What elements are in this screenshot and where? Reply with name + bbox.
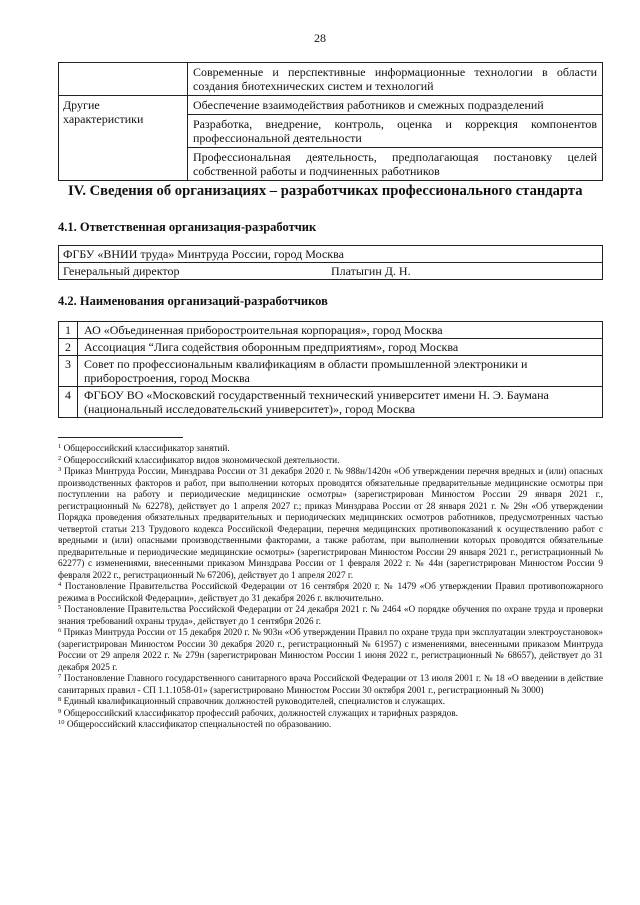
developer-name: АО «Объединенная приборостроительная корпорация», город Москва <box>78 322 603 339</box>
footnote-marker: 1 <box>58 443 62 450</box>
row-number: 1 <box>59 322 78 339</box>
footnote <box>58 697 603 709</box>
footnote-marker: 7 <box>58 673 62 680</box>
table-row <box>59 339 603 356</box>
footnote <box>58 582 603 605</box>
row-number: 4 <box>59 387 78 418</box>
footnote-text: Постановление Правительства Российской Федерации от 24 декабря 2021 г. № 2464 «О порядке обучения по охране труда и проверки знания требований охраны труда», действует до 1 сентября 2026 г. <box>58 605 603 627</box>
characteristic-item: Современные и перспективные информационные технологии в области создания биотехнических систем и технологий <box>188 63 603 96</box>
responsible-org-table <box>58 245 603 280</box>
footnote-separator <box>58 437 183 438</box>
signatory-name: Платыгин Д. Н. <box>331 264 411 278</box>
footnote-text: Единый квалификационный справочник должностей руководителей, специалистов и служащих. <box>63 697 446 707</box>
footnote-marker: 3 <box>58 466 62 473</box>
developers-table <box>58 321 603 418</box>
footnote-text: Постановление Правительства Российской Федерации от 16 сентября 2020 г. № 1479 «Об утверждении Правил противопожарного режима в Российской Федерации», действует до 31 декабря 2026 г. включительно. <box>58 582 603 604</box>
footnote-text: Постановление Главного государственного санитарного врача Российской Федерации от 13 июля 2001 г. № 18 «О введении в действие санитарных правил - СП 1.1.1058-01» (зарегистрировано Минюстом России 30 октября 2001 г., регистрационный № 3000) <box>58 674 603 696</box>
responsible-org-heading: 4.1. Ответственная организация-разработчик <box>58 220 317 234</box>
other-characteristics-table <box>58 62 603 181</box>
developer-name: Ассоциация “Лига содействия оборонным предприятиям», город Москва <box>78 339 603 356</box>
characteristic-item: Профессиональная деятельность, предполагающая постановку целей собственной работы и подчиненных работников <box>188 148 603 181</box>
footnote-text: Общероссийский классификатор видов экономической деятельности. <box>63 455 340 466</box>
footnote-marker: 9 <box>58 707 62 715</box>
footnote-marker: 2 <box>58 454 62 462</box>
footnote <box>58 674 603 697</box>
footnote-marker: 8 <box>58 696 62 703</box>
developer-name: ФГБОУ ВО «Московский государственный технический университет имени Н. Э. Баумана (национальный исследовательский университет)», город Москва <box>78 387 603 418</box>
page-number: 28 <box>314 31 326 45</box>
developer-name: Совет по профессиональным квалификациям в области промышленной электроники и приборостроения, город Москва <box>78 356 603 387</box>
footnote <box>58 628 603 674</box>
row-number: 3 <box>59 356 78 387</box>
characteristic-item: Обеспечение взаимодействия работников и смежных подразделений <box>188 96 603 115</box>
footnote <box>58 605 603 628</box>
footnote-text: Общероссийский классификатор занятий. <box>63 444 230 454</box>
footnote-marker: 4 <box>58 581 62 588</box>
footnote-marker: 6 <box>58 627 62 634</box>
table-row <box>59 356 603 387</box>
footnote-text: Общероссийский классификатор специальностей по образованию. <box>66 720 332 730</box>
footnote-marker: 10 <box>58 719 65 726</box>
table-row <box>59 387 603 418</box>
footnote <box>58 709 603 721</box>
footnote <box>58 720 603 732</box>
section-title: IV. Сведения об организациях – разработчиках профессионального стандарта <box>68 183 583 199</box>
developers-heading: 4.2. Наименования организаций-разработчиков <box>58 294 328 308</box>
responsible-org-name: ФГБУ «ВНИИ труда» Минтруда России, город Москва <box>59 246 603 263</box>
footnote <box>58 444 603 456</box>
table-row <box>59 322 603 339</box>
row-number: 2 <box>59 339 78 356</box>
footnotes <box>58 444 603 732</box>
responsible-signatory-row <box>59 263 603 280</box>
footnote-text: Приказ Минтруда России, Минздрава России от 31 декабря 2020 г. № 988н/1420н «Об утверждении перечня вредных и (или) опасных производственных факторов и работ, при выполнении которых проводятся обязательные предварительные медицинские осмотры при поступлении на работу и периодические медицинские осмотры» (зарегистрирован Минюстом России 29 января 2021 г., регистрационный № 62278), действует до 1 апреля 2027 г.; приказ Минздрава России от 28 января 2021 г. № 29н «Об утверждении Порядка проведения обязательных предварительных и периодических медицинских осмотров работников, предусмотренных частью четвертой статьи 213 Трудового кодекса Российской Федерации, перечня медицинских противопоказаний к осуществлению работ с вредными и (или) опасными производственными факторами, а также работам, при выполнении которых проводятся обязательные предварительные и периодические медицинские осмотры» (зарегистрирован Минюстом России 29 января 2021 г., регистрационный № 62277) с изменениями, внесенными приказом Минздрава России от 1 февраля 2022 г. № 44н (зарегистрирован Минюстом России 9 февраля 2022 г., регистрационный № 67206), действует до 1 апреля 2027 г. <box>58 467 603 581</box>
footnote-text: Приказ Минтруда России от 15 декабря 2020 г. № 903н «Об утверждении Правил по охране труда при эксплуатации электроустановок» (зарегистрирован Минюстом России 30 декабря 2020 г., регистрационный № 61957) с изменениями, внесенными приказом Минтруда России от 29 апреля 2022 г. № 279н (зарегистрирован Минюстом России 1 июня 2022 г., регистрационный № 68657), действует до 31 декабря 2025 г. <box>58 628 603 673</box>
footnote <box>58 456 603 468</box>
characteristic-item: Разработка, внедрение, контроль, оценка и коррекция компонентов профессиональной деятельности <box>188 115 603 148</box>
footnote <box>58 467 603 582</box>
empty-label-cell <box>59 63 188 96</box>
footnote-marker: 5 <box>58 604 62 611</box>
other-characteristics-label: Другие характеристики <box>59 96 188 181</box>
signatory-position: Генеральный директор <box>63 264 180 278</box>
footnote-text: Общероссийский классификатор профессий рабочих, должностей служащих и тарифных разрядов. <box>63 708 458 719</box>
